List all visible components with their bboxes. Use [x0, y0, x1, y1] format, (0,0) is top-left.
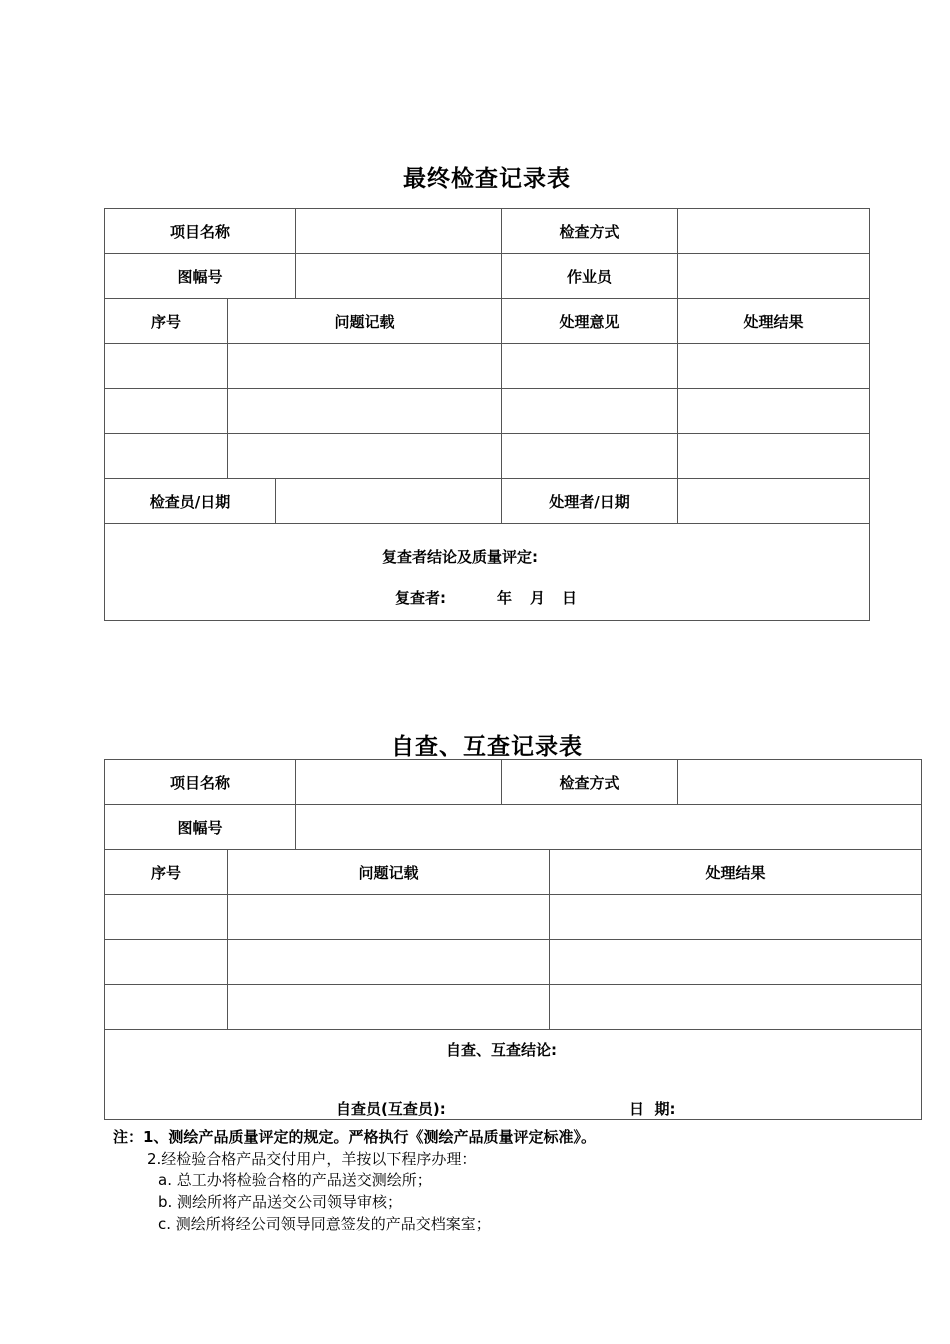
result-cell[interactable]	[678, 344, 870, 389]
problem-cell[interactable]	[228, 895, 550, 940]
map-sheet-label: 图幅号	[105, 254, 296, 299]
table-row	[105, 940, 922, 985]
seq-cell[interactable]	[105, 344, 228, 389]
project-name-label: 项目名称	[105, 209, 296, 254]
note-line-1: 注：1、测绘产品质量评定的规定。严格执行《测绘产品质量评定标准》。	[113, 1128, 596, 1146]
result-header: 处理结果	[678, 299, 870, 344]
seq-cell[interactable]	[105, 434, 228, 479]
review-conclusion-cell[interactable]	[105, 524, 870, 621]
result-header: 处理结果	[550, 850, 922, 895]
note-line-5: c. 测绘所将经公司领导同意签发的产品交档案室；	[158, 1215, 491, 1233]
month-label: 月	[530, 589, 546, 607]
form1-title: 最终检查记录表	[403, 166, 571, 192]
note-line-3: a. 总工办将检验合格的产品送交测绘所；	[158, 1171, 432, 1189]
table-row	[105, 344, 870, 389]
opinion-header: 处理意见	[502, 299, 678, 344]
operator-label: 作业员	[502, 254, 678, 299]
seq-cell[interactable]	[105, 940, 228, 985]
form2-table	[104, 759, 922, 1120]
map-sheet-label: 图幅号	[105, 805, 296, 850]
handler-date-label: 处理者/日期	[502, 479, 678, 524]
opinion-cell[interactable]	[502, 389, 678, 434]
inspection-method-field[interactable]	[678, 209, 870, 254]
problem-header: 问题记载	[228, 850, 550, 895]
map-sheet-field[interactable]	[296, 805, 922, 850]
seq-cell[interactable]	[105, 895, 228, 940]
handler-date-field[interactable]	[678, 479, 870, 524]
day-label: 日	[562, 589, 578, 607]
review-conclusion-label: 复查者结论及质量评定:	[382, 548, 538, 566]
problem-cell[interactable]	[228, 434, 502, 479]
inspection-method-field[interactable]	[678, 760, 922, 805]
result-cell[interactable]	[678, 389, 870, 434]
note-line-2: 2.经检验合格产品交付用户，羊按以下程序办理：	[147, 1150, 477, 1168]
inspector-date-label: 检查员/日期	[105, 479, 276, 524]
result-cell[interactable]	[550, 985, 922, 1030]
seq-cell[interactable]	[105, 985, 228, 1030]
problem-cell[interactable]	[228, 389, 502, 434]
seq-cell[interactable]	[105, 389, 228, 434]
self-check-conclusion-label: 自查、互查结论:	[446, 1041, 557, 1059]
table-row	[105, 985, 922, 1030]
table-row	[105, 895, 922, 940]
problem-cell[interactable]	[228, 940, 550, 985]
project-name-label: 项目名称	[105, 760, 296, 805]
map-sheet-field[interactable]	[296, 254, 502, 299]
problem-cell[interactable]	[228, 344, 502, 389]
table-row	[105, 389, 870, 434]
problem-cell[interactable]	[228, 985, 550, 1030]
result-cell[interactable]	[550, 940, 922, 985]
opinion-cell[interactable]	[502, 344, 678, 389]
problem-header: 问题记载	[228, 299, 502, 344]
inspection-method-label: 检查方式	[502, 760, 678, 805]
opinion-cell[interactable]	[502, 434, 678, 479]
inspector-date-field[interactable]	[276, 479, 502, 524]
year-label: 年	[497, 589, 513, 607]
table-row	[105, 434, 870, 479]
date-label: 日 期:	[629, 1100, 676, 1118]
form2-title: 自查、互查记录表	[391, 734, 583, 760]
reviewer-label: 复查者:	[395, 589, 446, 607]
operator-field[interactable]	[678, 254, 870, 299]
result-cell[interactable]	[678, 434, 870, 479]
self-checker-label: 自查员(互查员):	[336, 1100, 446, 1118]
project-name-field[interactable]	[296, 760, 502, 805]
inspection-method-label: 检查方式	[502, 209, 678, 254]
project-name-field[interactable]	[296, 209, 502, 254]
seq-header: 序号	[105, 850, 228, 895]
note-line-4: b. 测绘所将产品送交公司领导审核；	[158, 1193, 403, 1211]
seq-header: 序号	[105, 299, 228, 344]
result-cell[interactable]	[550, 895, 922, 940]
